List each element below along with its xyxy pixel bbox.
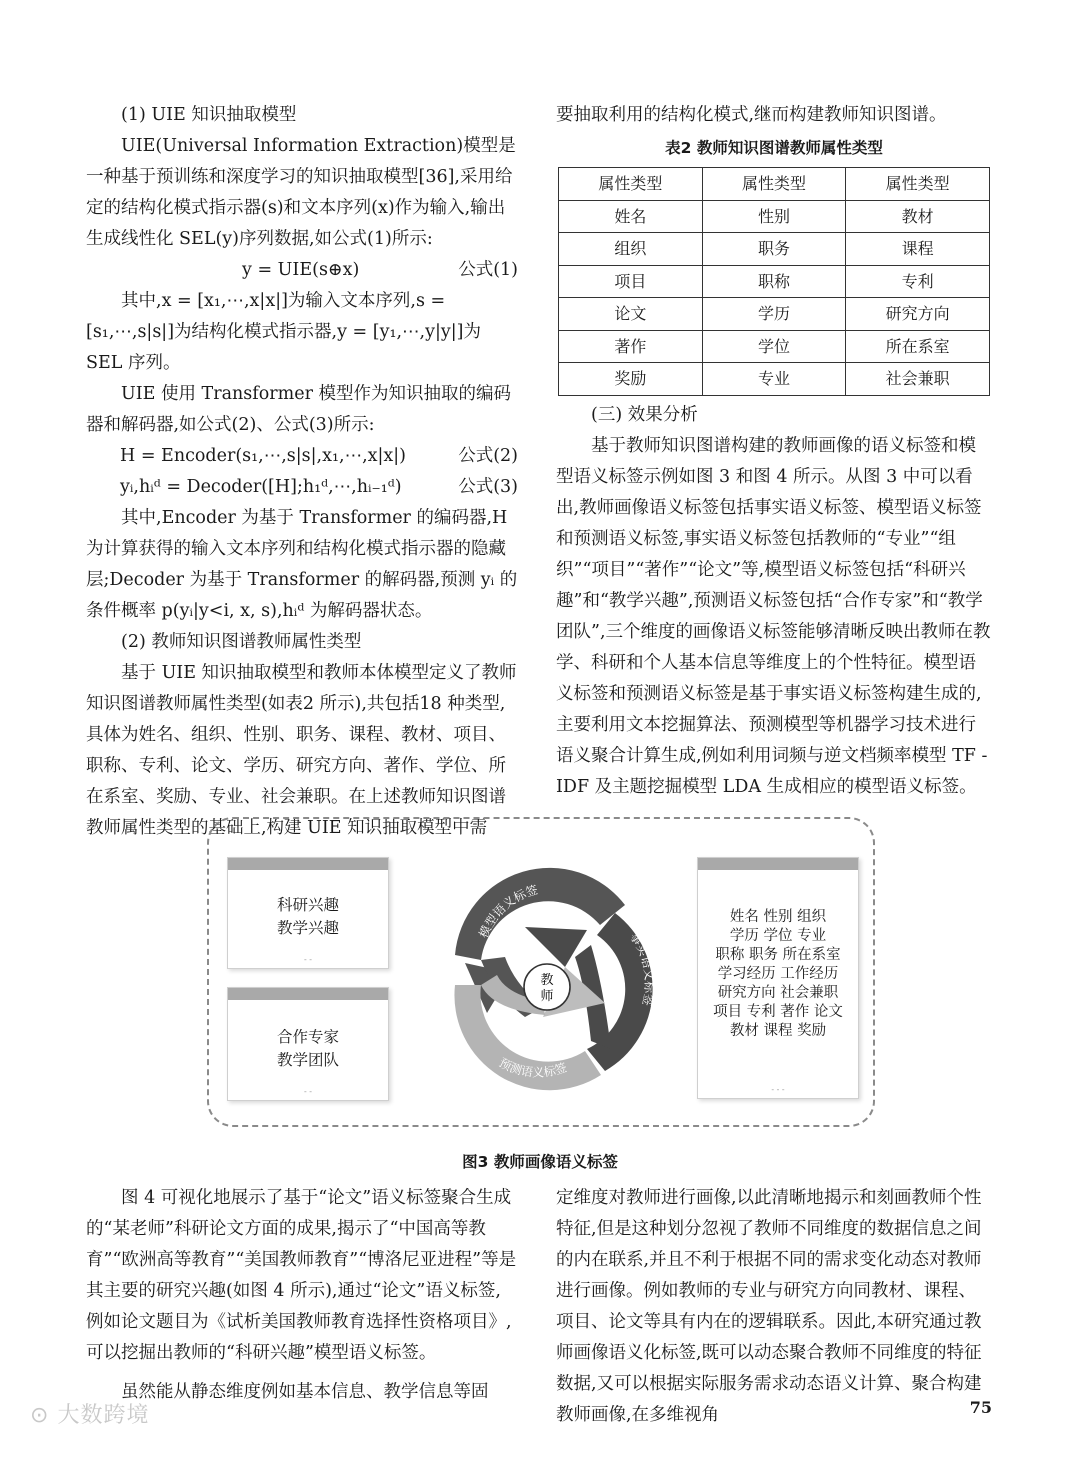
table-cell: 专利: [846, 265, 990, 298]
table-cell: 组织: [559, 233, 703, 266]
formula-3-label: 公式(3): [458, 477, 518, 497]
model-tag-card: 科研兴趣 教学兴趣 - -: [227, 857, 389, 969]
table-cell: 学历: [702, 298, 846, 331]
formula-2-expr: H = Encoder(s₁,⋯,s|s|,x₁,⋯,x|x|): [120, 446, 406, 466]
section-heading-attributes: (2) 教师知识图谱教师属性类型: [121, 632, 362, 652]
fact-tag-line: 教材 课程 奖励: [729, 1023, 827, 1039]
bottom-left-column: [86, 1183, 518, 1408]
card-header-bar: [698, 858, 858, 870]
predict-tag-card: 合作专家 教学团队 - -: [227, 987, 389, 1101]
table-cell: 属性类型: [702, 168, 846, 201]
table-row: [559, 330, 990, 363]
bottom-right-column: [556, 1183, 992, 1431]
attribute-table: [558, 167, 990, 396]
table-cell: 论文: [559, 298, 703, 331]
table-cell: 性别: [702, 200, 846, 233]
formula-2-label: 公式(2): [458, 446, 518, 466]
paragraph-encoder-decoder: 其中,Encoder 为基于 Transformer 的编码器,H 为计算获得的输入文本序列和结构化模式指示器的隐藏层;Decoder 为基于 Transformer 的解码器,预测 yᵢ 的条件概率 p(yᵢ|y<i, x, s),hᵢᵈ 为解码器状态。: [86, 508, 518, 621]
fact-tag-line: 学历 学位 专业: [729, 928, 827, 944]
card-header-bar: [228, 858, 388, 870]
table-cell: 研究方向: [846, 298, 990, 331]
page-number: 75: [969, 1398, 992, 1417]
table-cell: 姓名: [559, 200, 703, 233]
watermark-icon: ⊙: [30, 1403, 58, 1428]
table-cell: 属性类型: [559, 168, 703, 201]
formula-1: [86, 255, 518, 286]
table-cell: 课程: [846, 233, 990, 266]
model-tag-item: 科研兴趣: [276, 896, 339, 914]
table-header-row: [559, 168, 990, 201]
table-row: [559, 298, 990, 331]
model-arc-label: 模型语义标签: [476, 882, 540, 941]
table-cell: 学位: [702, 330, 846, 363]
right-column: [556, 100, 992, 803]
table-cell: 职称: [702, 265, 846, 298]
center-label-2: 师: [540, 989, 554, 1004]
table-cell: 著作: [559, 330, 703, 363]
paragraph-static-dimension: 虽然能从静态维度例如基本信息、教学信息等固: [121, 1382, 489, 1402]
left-column: [86, 100, 518, 844]
table-cell: 职务: [702, 233, 846, 266]
figure-3-caption: 图3 教师画像语义标签: [462, 1153, 618, 1171]
table-cell: 社会兼职: [846, 363, 990, 396]
paragraph-uie-intro: UIE(Universal Information Extraction)模型是一种基于预训练和深度学习的知识抽取模型[36],采用给定的结构化模式指示器(s)和文本序列(x)作为输入,输出生成线性化 SEL(y)序列数据,如公式(1)所示:: [86, 136, 516, 249]
table-cell: 所在系室: [846, 330, 990, 363]
model-tag-item: 教学兴趣: [276, 919, 339, 937]
paragraph-dynamic-portrait: 定维度对教师进行画像,以此清晰地揭示和刻画教师个性特征,但是这种划分忽视了教师不同维度的数据信息之间的内在联系,并且不利于根据不同的需求变化动态对教师进行画像。例如教师的专业与研究方向同教材、课程、项目、论文等具有内在的逻辑联系。因此,本研究通过教师画像语义化标签,既可以动态聚合教师不同维度的特征数据,又可以根据实际服务需求动态语义计算、聚合构建教师画像,在多维视角: [556, 1188, 982, 1425]
paragraph-continuation: 要抽取利用的结构化模式,继而构建教师知识图谱。: [556, 105, 947, 125]
watermark: [30, 1398, 149, 1429]
predict-tag-item: 教学团队: [276, 1051, 339, 1069]
paragraph-attribute-types: 基于 UIE 知识抽取模型和教师本体模型定义了教师知识图谱教师属性类型(如表2 所示),共包括18 种类型,具体为姓名、组织、性别、职务、课程、教材、项目、职称、专利、论文、学历、研究方向、著作、学位、所在系室、奖励、专业、社会兼职。在上述教师知识图谱教师属性类型的基础上,构建 UIE 知识抽取模型中需: [86, 663, 517, 838]
semantic-tag-cycle-diagram: [415, 835, 685, 1107]
formula-3-expr: yᵢ,hᵢᵈ = Decoder([H];h₁ᵈ,⋯,hᵢ₋₁ᵈ): [120, 477, 402, 497]
fact-tag-line: 姓名 性别 组织: [729, 909, 827, 925]
section-heading-uie: (1) UIE 知识抽取模型: [121, 105, 297, 125]
table-caption: 表2 教师知识图谱教师属性类型: [665, 139, 883, 157]
table-cell: 教材: [846, 200, 990, 233]
watermark-text: 大数跨境: [57, 1403, 150, 1428]
predict-arc-label: 预测语义标签: [496, 1055, 569, 1080]
predict-tag-item: 合作专家: [276, 1028, 339, 1046]
fact-tag-line: 学习经历 工作经历: [717, 966, 839, 982]
section-heading-effect: (三) 效果分析: [591, 404, 698, 425]
table-cell: 专业: [702, 363, 846, 396]
formula-1-label: 公式(1): [458, 260, 518, 280]
table-row: [559, 233, 990, 266]
table-cell: 项目: [559, 265, 703, 298]
fact-tag-card: 姓名 性别 组织 学历 学位 专业 职称 职务 所在系室 学习经历 工作经历 研究方向 社会兼职 项目 专利 著作 论文 教材 课程 奖励 - - -: [697, 857, 859, 1099]
fact-arc-label: 事实语义标签: [627, 930, 657, 1008]
paragraph-variables: 其中,x = [x₁,⋯,x|x|]为输入文本序列,s = [s₁,⋯,s|s|]为结构化模式指示器,y = [y₁,⋯,y|y|]为 SEL 序列。: [86, 291, 482, 373]
fact-tag-line: 项目 专利 著作 论文: [713, 1004, 843, 1020]
model-arc: [455, 868, 625, 960]
table-cell: 奖励: [559, 363, 703, 396]
formula-3: [86, 472, 518, 503]
table-cell: 属性类型: [846, 168, 990, 201]
center-label-1: 教: [540, 973, 554, 988]
table-row: [559, 200, 990, 233]
paragraph-figure4: 图 4 可视化地展示了基于“论文”语义标签聚合生成的“某老师”科研论文方面的成果,揭示了“中国高等教育”“欧洲高等教育”“美国教师教育”“博洛尼亚进程”等是其主要的研究兴趣(如图 4 所示),通过“论文”语义标签,例如论文题目为《试析美国教师教育选择性资格项目》,可以挖掘出教师的“科研兴趣”模型语义标签。: [86, 1188, 517, 1363]
card-header-bar: [228, 988, 388, 1000]
fact-tag-line: 职称 职务 所在系室: [715, 947, 841, 963]
figure-3-frame: [207, 817, 875, 1127]
formula-2: [86, 441, 518, 472]
formula-1-expr: y = UIE(s⊕x): [242, 260, 360, 280]
paragraph-transformer: UIE 使用 Transformer 模型作为知识抽取的编码器和解码器,如公式(2)、公式(3)所示:: [86, 384, 512, 435]
table-row: [559, 363, 990, 396]
fact-tag-line: 研究方向 社会兼职: [717, 985, 839, 1001]
paragraph-effect-analysis: 基于教师知识图谱构建的教师画像的语义标签和模型语义标签示例如图 3 和图 4 所示。从图 3 中可以看出,教师画像语义标签包括事实语义标签、模型语义标签和预测语义标签,事实语义标签包括教师的“专业”“组织”“项目”“著作”“论文”等,模型语义标签包括“科研兴趣”和“教学兴趣”,预测语义标签包括“合作专家”和“教学团队”,三个维度的画像语义标签能够清晰反映出教师在教学、科研和个人基本信息等维度上的个性特征。模型语义标签和预测语义标签是基于事实语义标签构建生成的,主要利用文本挖掘算法、预测模型等机器学习技术进行语义聚合计算生成,例如利用词频与逆文档频率模型 TF - IDF 及主题挖掘模型 LDA 生成相应的模型语义标签。: [556, 435, 991, 797]
table-row: [559, 265, 990, 298]
